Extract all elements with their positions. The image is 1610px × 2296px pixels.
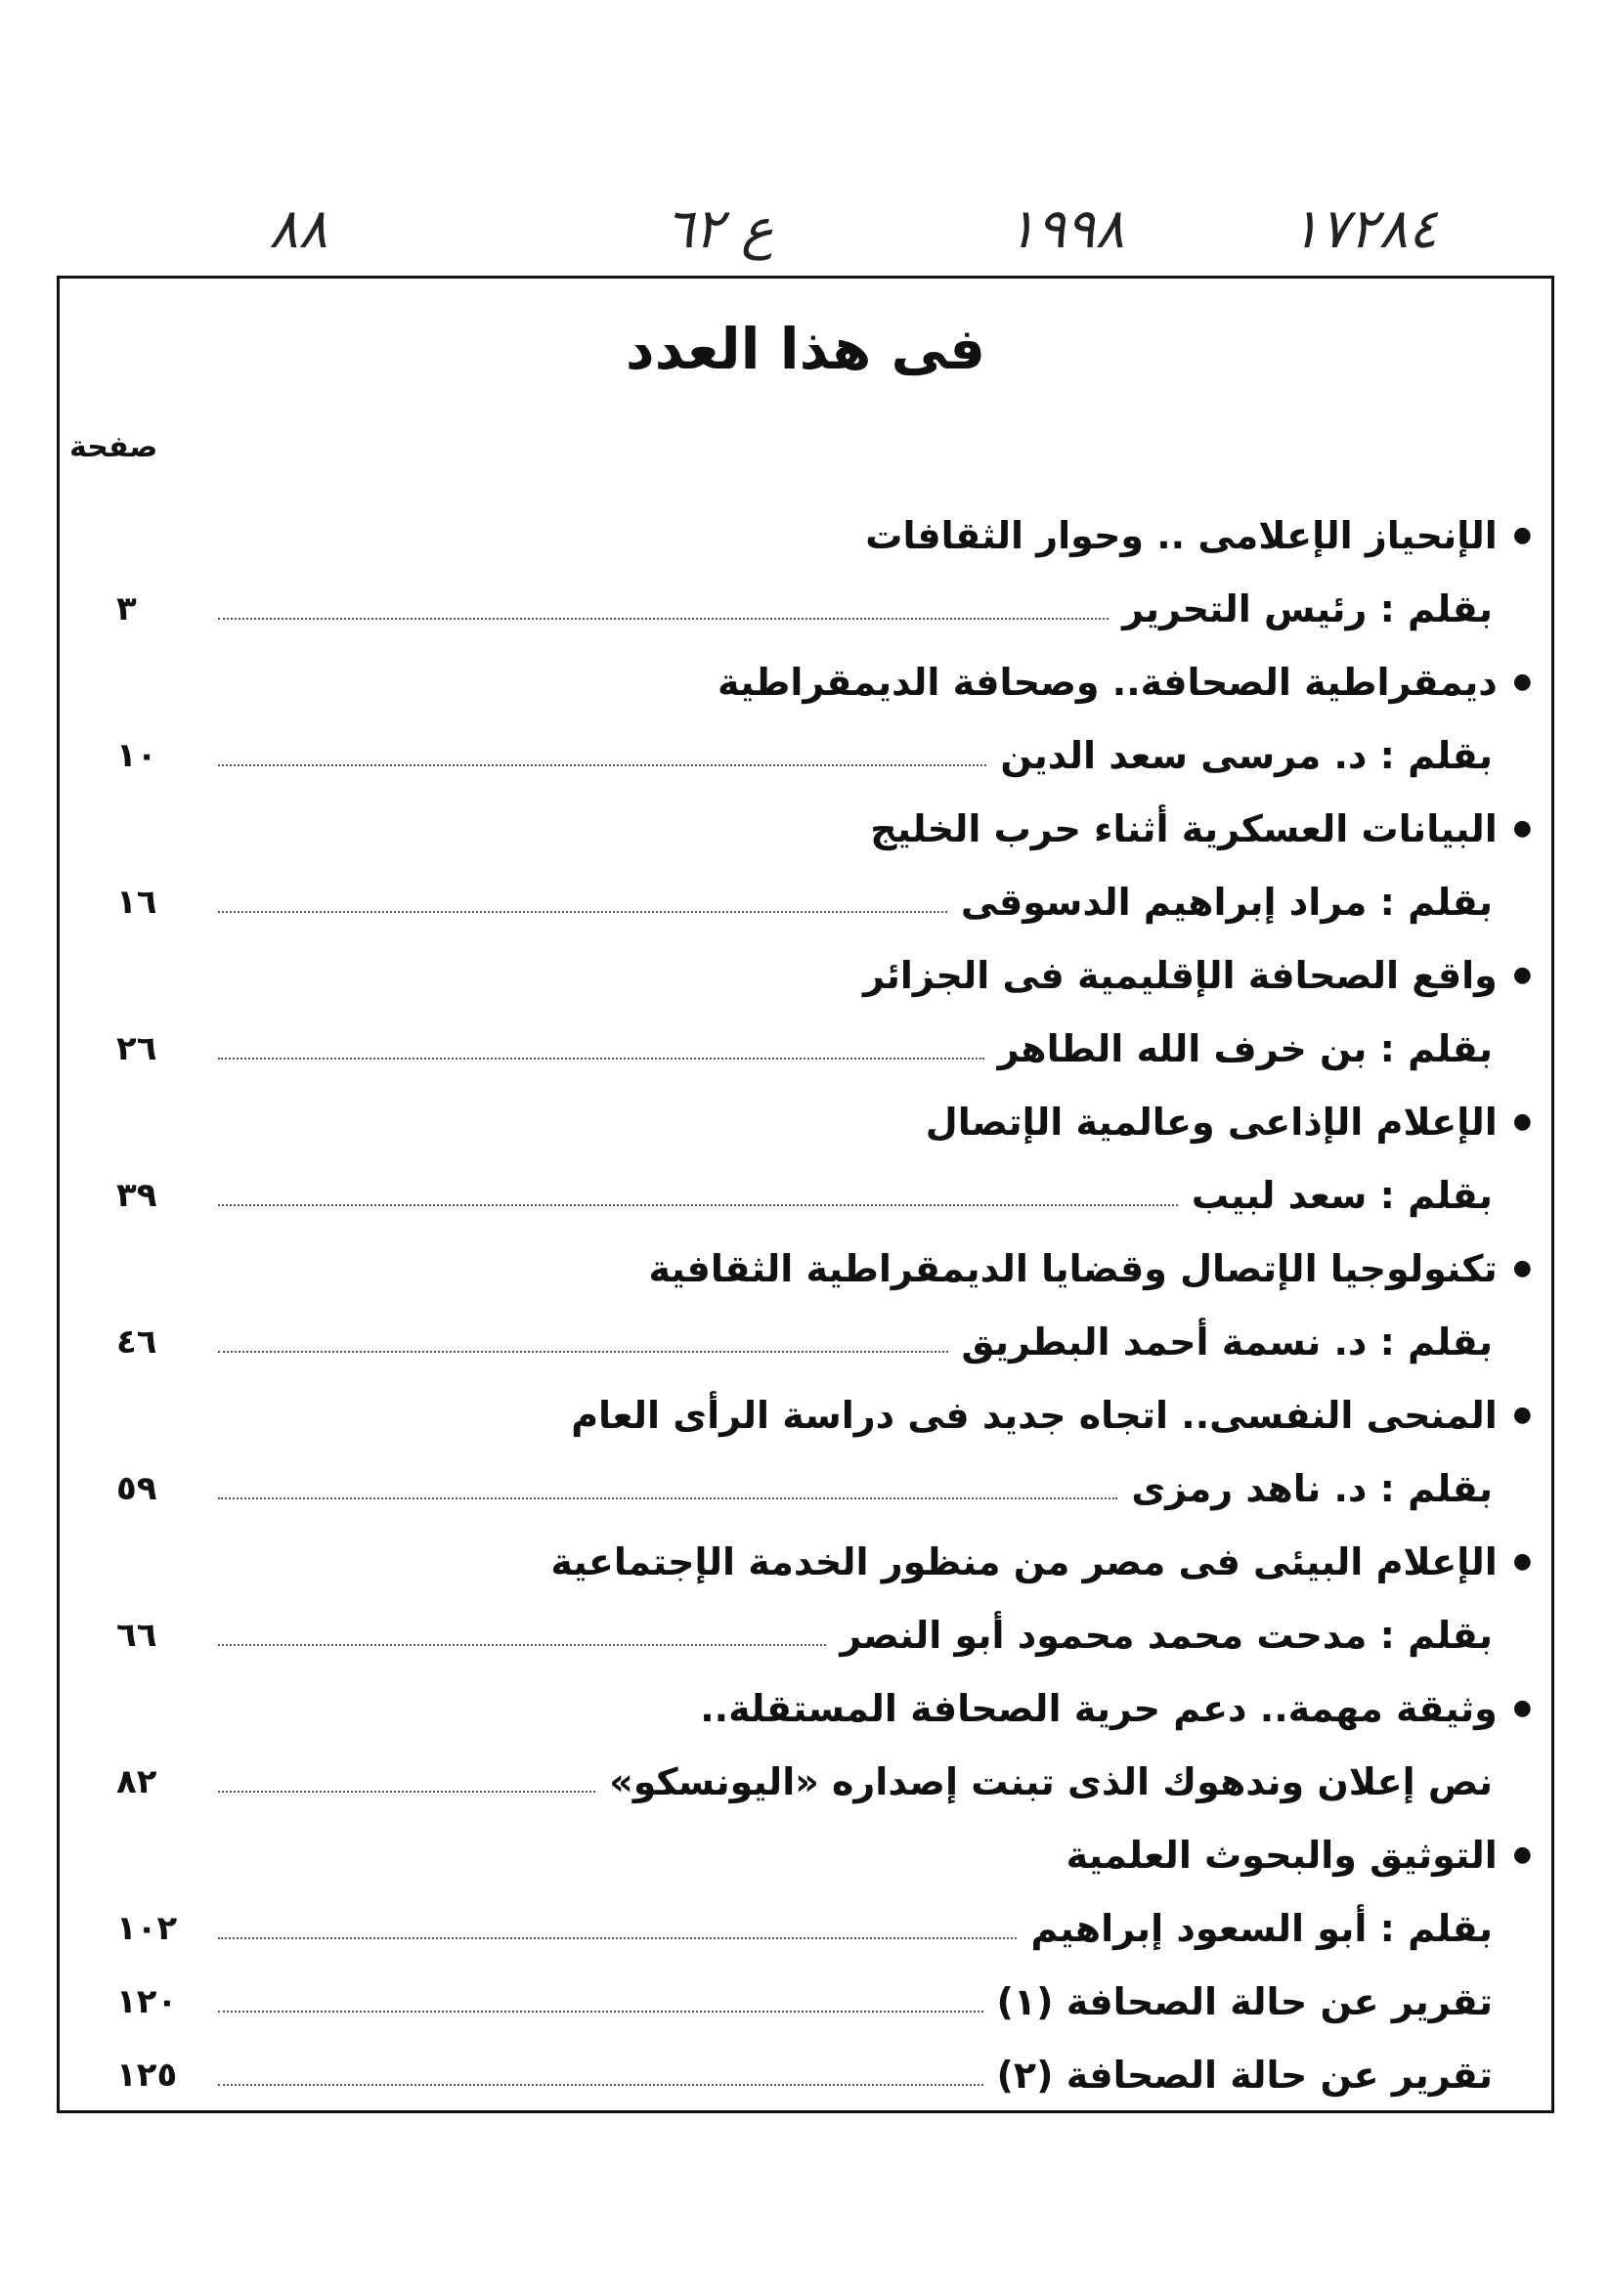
toc-entry	[60, 1745, 1551, 1818]
page-number: ١٢٠	[116, 1981, 178, 2021]
author-line: بقلم : أبو السعود إبراهيم	[1030, 1906, 1493, 1950]
handwritten-note: ع ٦٢	[665, 197, 774, 261]
page-number: ١٠٢	[116, 1908, 178, 1948]
toc-entry	[60, 1891, 1551, 1965]
article-title: تكنولوجيا الإتصال وقضايا الديمقراطية الثقافية	[648, 1246, 1498, 1290]
bullet-icon: ●	[1512, 1549, 1532, 1574]
dot-leader	[218, 1351, 948, 1353]
dot-leader	[218, 1204, 1178, 1206]
bullet-icon: ●	[1512, 1842, 1532, 1867]
article-title: وثيقة مهمة.. دعم حرية الصحافة المستقلة..	[700, 1686, 1498, 1730]
page-number: ١٢٥	[116, 2055, 178, 2095]
page-number: ٢٦	[116, 1028, 157, 1068]
article-title: الإنحياز الإعلامى .. وحوار الثقافات	[865, 513, 1498, 557]
page-number: ٤٦	[116, 1321, 157, 1362]
page-number: ١٠	[116, 735, 157, 775]
bullet-icon: ●	[1512, 1696, 1532, 1720]
handwritten-note: ١٧٢٨٤	[1290, 197, 1438, 261]
author-line: بقلم : د. نسمة أحمد البطريق	[961, 1320, 1493, 1364]
bullet-icon: ●	[1512, 523, 1532, 547]
dot-leader	[218, 1497, 1117, 1499]
author-line: بقلم : د. مرسى سعد الدين	[1000, 733, 1493, 777]
dot-leader	[218, 2011, 983, 2013]
bullet-icon: ●	[1512, 1109, 1532, 1134]
author-line: بقلم : د. ناهد رمزى	[1131, 1466, 1493, 1510]
author-line: بقلم : مراد إبراهيم الدسوقى	[960, 880, 1493, 924]
bullet-icon: ●	[1512, 963, 1532, 987]
author-line: بقلم : مدحت محمد محمود أبو النصر	[840, 1613, 1493, 1657]
dot-leader	[218, 1058, 984, 1060]
page-number: ١٦	[116, 882, 157, 922]
author-line: نص إعلان وندهوك الذى تبنت إصداره «اليونسكو»	[609, 1759, 1493, 1803]
bullet-icon: ●	[1512, 816, 1532, 841]
page-number: ٦٦	[116, 1615, 157, 1655]
toc-entry	[60, 1012, 1551, 1085]
handwritten-note: ٨٨	[269, 197, 328, 261]
toc-article-title	[60, 1378, 1551, 1451]
article-title: ديمقراطية الصحافة.. وصحافة الديمقراطية	[718, 660, 1498, 704]
author-line: بقلم : بن خرف الله الطاهر	[997, 1026, 1493, 1070]
dot-leader	[218, 2084, 983, 2086]
page-title: فى هذا العدد	[625, 316, 986, 382]
toc-entry	[60, 1965, 1551, 2038]
dot-leader	[218, 1937, 1017, 1939]
toc-entry	[60, 1598, 1551, 1671]
toc-article-title	[60, 645, 1551, 718]
contents-frame	[57, 276, 1554, 2113]
page-column-label: صفحة	[69, 430, 158, 464]
bullet-icon: ●	[1512, 670, 1532, 694]
dot-leader	[218, 1791, 595, 1793]
bullet-icon: ●	[1512, 1403, 1532, 1427]
toc-article-title	[60, 1671, 1551, 1745]
bullet-icon: ●	[1512, 1256, 1532, 1280]
author-line: تقرير عن حالة الصحافة (٢)	[996, 2053, 1493, 2097]
article-title: الإعلام الإذاعى وعالمية الإتصال	[925, 1100, 1498, 1144]
dot-leader	[218, 911, 947, 913]
article-title: البيانات العسكرية أثناء حرب الخليج	[870, 806, 1498, 850]
page-number: ٨٢	[116, 1761, 157, 1801]
toc-entry	[60, 865, 1551, 938]
handwritten-note: ١٩٩٨	[1007, 197, 1125, 261]
toc-article-title	[60, 938, 1551, 1012]
toc-entry	[60, 1305, 1551, 1378]
toc-entry	[60, 1158, 1551, 1232]
dot-leader	[218, 618, 1109, 620]
article-title: واقع الصحافة الإقليمية فى الجزائر	[862, 953, 1498, 997]
toc-article-title	[60, 498, 1551, 572]
article-title: المنحى النفسى.. اتجاه جديد فى دراسة الرأى العام	[571, 1393, 1498, 1437]
toc-article-title	[60, 1085, 1551, 1158]
dot-leader	[218, 1644, 826, 1646]
page-number: ٣٩	[116, 1175, 157, 1215]
dot-leader	[218, 764, 986, 766]
toc-article-title	[60, 1525, 1551, 1598]
author-line: تقرير عن حالة الصحافة (١)	[996, 1979, 1493, 2023]
toc-entry	[60, 1451, 1551, 1525]
article-title: الإعلام البيئى فى مصر من منظور الخدمة الإجتماعية	[550, 1539, 1498, 1583]
toc-entry	[60, 2038, 1551, 2111]
toc-entry	[60, 718, 1551, 792]
article-title: التوثيق والبحوث العلمية	[1066, 1833, 1498, 1877]
author-line: بقلم : سعد لبيب	[1191, 1173, 1493, 1217]
toc-article-title	[60, 792, 1551, 865]
page-number: ٥٩	[116, 1468, 157, 1508]
page-number: ٣	[116, 588, 137, 628]
toc-article-title	[60, 1232, 1551, 1305]
toc-entry	[60, 572, 1551, 645]
toc-article-title	[60, 1818, 1551, 1891]
author-line: بقلم : رئيس التحرير	[1122, 586, 1493, 630]
